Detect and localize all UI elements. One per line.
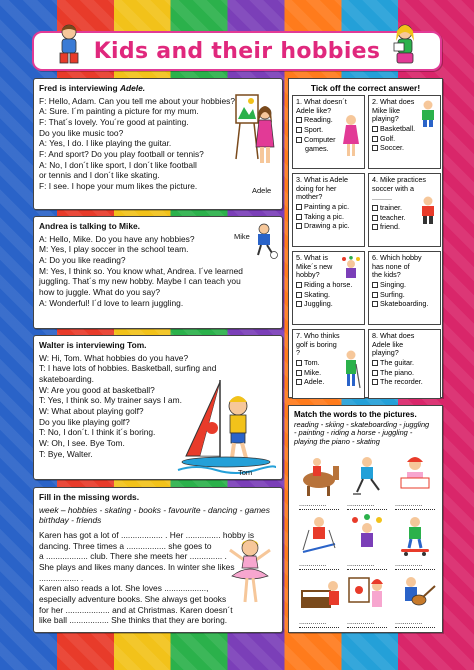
quiz-heading: Tick off the correct answer! <box>310 83 421 93</box>
picture-item <box>345 454 389 510</box>
checkbox-icon[interactable] <box>296 379 302 385</box>
question-text: Adele like <box>372 339 404 349</box>
dialogue-line: how to juggle. What do you say? <box>39 287 161 298</box>
checkbox-icon[interactable] <box>372 215 378 221</box>
answer-blank[interactable]: .............. <box>299 501 339 510</box>
girl-reading-icon <box>390 23 420 69</box>
answer-option[interactable]: Golf. <box>372 135 437 144</box>
question-text: ? <box>296 348 300 358</box>
surfing-boy-picture <box>176 376 276 474</box>
answer-option[interactable]: Computer <box>296 136 361 145</box>
checkbox-icon[interactable] <box>296 223 302 229</box>
question-text: 4. Mike practices <box>372 175 426 184</box>
dialogue-line: A: Hello, Mike. Do you have any hobbies? <box>39 233 195 244</box>
question-text: 6. Which hobby <box>372 253 422 262</box>
dialogue-line: or tennis and I don´t like skating. <box>39 170 160 181</box>
picture-label: Mike <box>234 232 250 241</box>
dialogue-line: T: Yes, I think so. My trainer says I am. <box>39 395 182 406</box>
answer-blank[interactable]: .............. <box>395 501 435 510</box>
answer-blank[interactable]: .............. <box>347 561 387 570</box>
quiz-question-8 <box>368 329 441 399</box>
question-text: 1. What doesn´t <box>296 97 347 106</box>
answer-option[interactable]: Skating. <box>296 291 361 300</box>
word-bank: birthday - friends <box>39 515 102 526</box>
checkbox-icon[interactable] <box>372 301 378 307</box>
question-text: doing for her <box>296 183 337 193</box>
checkbox-icon[interactable] <box>296 282 302 288</box>
dialogue-panel-andrea-mike <box>33 216 283 329</box>
question-text: Mike´s new <box>296 261 333 271</box>
answer-option[interactable]: Tom. <box>296 359 361 368</box>
reading-icon <box>393 454 437 498</box>
gap-text-line[interactable]: a .................. club. There she meets her .............. . <box>39 551 227 562</box>
checkbox-icon[interactable] <box>372 360 378 366</box>
word-list: reading - skiing - skateboarding - juggling <box>294 419 430 429</box>
dialogue-line: W: Hi, Tom. What hobbies do you have? <box>39 352 189 363</box>
question-text: the kids? <box>372 270 401 280</box>
checkbox-icon[interactable] <box>372 370 378 376</box>
picture-item <box>345 514 389 570</box>
word-list: - painting - riding a horse - juggling - <box>294 428 413 438</box>
gap-text-line[interactable]: ................. . <box>39 572 84 583</box>
dialogue-line: W: Oh, I see. Bye Tom. <box>39 438 125 449</box>
matching-panel <box>288 405 443 633</box>
golfer-icon <box>341 350 361 390</box>
answer-option[interactable]: Juggling. <box>296 300 361 309</box>
checkbox-icon[interactable] <box>372 379 378 385</box>
answer-option[interactable]: trainer. <box>372 204 437 213</box>
exercise-heading: Fill in the missing words. <box>39 492 140 502</box>
quiz-question-1 <box>292 95 365 169</box>
dialogue-line: W: Are you good at basketball? <box>39 384 155 395</box>
answer-option[interactable]: teacher. <box>372 214 437 223</box>
dialogue-line: F: And sport? Do you play football or tennis? <box>39 149 204 160</box>
dialogue-line: F: Hello, Adam. Can you tell me about your hobbies? <box>39 95 235 106</box>
skating-icon <box>345 454 389 498</box>
dialogue-heading: Walter is interviewing Tom. <box>39 340 147 350</box>
quiz-question-5 <box>292 251 365 325</box>
question-text: 8. What does <box>372 331 415 340</box>
dialogue-panel-walter-tom <box>33 335 283 480</box>
checkbox-icon[interactable] <box>296 127 302 133</box>
word-bank: week – hobbies - skating - books - favourite - dancing - games <box>39 504 270 515</box>
picture-row <box>297 514 437 570</box>
checkbox-icon[interactable] <box>372 292 378 298</box>
picture-item <box>345 572 389 628</box>
checkbox-icon[interactable] <box>372 126 378 132</box>
dialogue-line: M: Yes, I think so. You know what, Andrea. I´ve learned <box>39 265 243 276</box>
quiz-panel <box>288 78 443 398</box>
soccer-boy-picture <box>250 223 278 259</box>
gap-text-line[interactable]: for her ................... and at Christmas. Karen doesn´t <box>39 604 233 615</box>
dialogue-heading: Andrea is talking to Mike. <box>39 221 140 231</box>
horse-riding-icon <box>297 454 341 498</box>
quiz-question-6 <box>368 251 441 325</box>
piano-icon <box>297 572 341 616</box>
checkbox-icon[interactable] <box>296 292 302 298</box>
answer-option[interactable]: friend. <box>372 223 437 232</box>
gap-text-line[interactable]: like ball ................. She thinks that they are boring. <box>39 615 228 626</box>
dialogue-line: A: Yes, I do. I like playing the guitar. <box>39 138 172 149</box>
answer-option[interactable]: Painting a pic. <box>296 203 361 212</box>
checkbox-icon[interactable] <box>372 205 378 211</box>
question-text: hobby? <box>296 270 320 280</box>
picture-label: Tom <box>238 468 253 477</box>
dialogue-line: skateboarding. <box>39 374 94 385</box>
answer-option[interactable]: The piano. <box>372 369 437 378</box>
picture-item <box>393 454 437 510</box>
question-text: 3. What is Adele <box>296 175 348 184</box>
soccer-boy-icon <box>418 196 438 226</box>
dialogue-line: M: Yes, I play soccer in the school team. <box>39 244 189 255</box>
skateboarding-icon <box>393 514 437 558</box>
question-text: Adele like? <box>296 105 332 115</box>
dialogue-line: A: Wonderful! I´d love to learn juggling. <box>39 297 184 308</box>
picture-label: Adele <box>252 186 272 195</box>
quiz-question-7 <box>292 329 365 399</box>
picture-row <box>297 572 437 628</box>
question-text: has none of <box>372 261 410 271</box>
checkbox-icon[interactable] <box>296 117 302 123</box>
dialogue-heading: Fred is interviewing Adele. <box>39 83 146 93</box>
answer-option[interactable]: Soccer. <box>372 144 437 153</box>
guitar-icon <box>393 572 437 616</box>
gap-text-line: She plays and likes many dances. In winter she likes <box>39 562 235 573</box>
picture-item <box>393 514 437 570</box>
answer-blank[interactable]: .............. <box>347 501 387 510</box>
answer-option[interactable]: Surfing. <box>372 291 437 300</box>
dialogue-line: A: Sure. I´m painting a picture for my mum. <box>39 106 199 117</box>
answer-option[interactable]: Taking a pic. <box>296 213 361 222</box>
checkbox-icon[interactable] <box>372 136 378 142</box>
answer-option[interactable]: Mike. <box>296 369 361 378</box>
dialogue-line: juggling. That´s my new hobby. Maybe I can teach you <box>39 276 241 287</box>
gap-text-line[interactable]: Karen also reads a lot. She loves .................., <box>39 583 209 594</box>
answer-option[interactable]: Sport. <box>296 126 361 135</box>
question-text: 5. What is <box>296 253 328 262</box>
word-list: playing the piano - skating <box>294 437 380 447</box>
skiing-icon <box>297 514 341 558</box>
painting-icon <box>345 572 389 616</box>
dialogue-line: F: I see. I hope your mum likes the picture. <box>39 181 198 192</box>
gap-text-line[interactable]: dancing. Three times a ................. she goes to <box>39 540 212 551</box>
picture-item <box>297 514 341 570</box>
girl-icon <box>340 114 362 160</box>
answer-blank[interactable]: .............. <box>347 619 387 628</box>
answer-option-cont: games. <box>305 144 329 154</box>
answer-blank[interactable]: .......... <box>372 193 392 203</box>
gap-text-line: especially adventure books. She always get books <box>39 594 227 605</box>
quiz-question-3 <box>292 173 365 247</box>
dialogue-line: T: Bye, Walter. <box>39 448 93 459</box>
question-text: golf is boring <box>296 339 337 349</box>
answer-option[interactable]: Reading. <box>296 116 361 125</box>
answer-option[interactable]: The recorder. <box>372 378 437 387</box>
answer-blank[interactable]: .............. <box>395 619 435 628</box>
page-title: Kids and their hobbies <box>93 38 381 64</box>
checkbox-icon[interactable] <box>296 301 302 307</box>
painting-girl-picture <box>234 89 276 181</box>
quiz-question-4 <box>368 173 441 247</box>
juggling-icon <box>345 514 389 558</box>
ballerina-picture <box>226 536 274 606</box>
gap-text-line[interactable]: Karen has got a lot of .................. . Her ............... hobby is <box>39 530 255 541</box>
dialogue-line: Do you like music too? <box>39 127 124 138</box>
dialogue-panel-fred-adele <box>33 78 283 210</box>
answer-option[interactable]: Riding a horse. <box>296 281 361 290</box>
fill-in-panel <box>33 487 283 633</box>
checkbox-icon[interactable] <box>296 360 302 366</box>
question-text: 7. Who thinks <box>296 331 340 340</box>
checkbox-icon[interactable] <box>296 137 302 143</box>
answer-option[interactable]: Drawing a pic. <box>296 222 361 231</box>
title-banner <box>32 31 442 71</box>
matching-heading: Match the words to the pictures. <box>294 410 417 419</box>
dialogue-line: A: Do you like reading? <box>39 255 126 266</box>
picture-item <box>297 572 341 628</box>
dialogue-line: W: What about playing golf? <box>39 406 144 417</box>
answer-option[interactable]: The guitar. <box>372 359 437 368</box>
answer-option[interactable]: Basketball. <box>372 125 437 134</box>
checkbox-icon[interactable] <box>296 214 302 220</box>
dialogue-line: Do you like playing golf? <box>39 416 130 427</box>
dialogue-line: T: No, I don´t. I think it´s boring. <box>39 427 156 438</box>
quiz-question-2 <box>368 95 441 169</box>
picture-item <box>393 572 437 628</box>
question-text: Mike like <box>372 105 400 115</box>
checkbox-icon[interactable] <box>296 204 302 210</box>
kid-sitting-icon <box>54 23 84 69</box>
question-text: playing? <box>372 348 399 358</box>
answer-option[interactable]: Skateboarding. <box>372 300 437 309</box>
picture-item <box>297 454 341 510</box>
answer-option[interactable]: Singing. <box>372 281 437 290</box>
checkbox-icon[interactable] <box>372 145 378 151</box>
dialogue-line: A: No, I don´t like sport, I don´t like football <box>39 159 197 170</box>
checkbox-icon[interactable] <box>296 370 302 376</box>
juggler-icon <box>341 256 361 282</box>
question-text: soccer with a <box>372 183 414 193</box>
checkbox-icon[interactable] <box>372 282 378 288</box>
answer-blank[interactable]: .............. <box>299 619 339 628</box>
answer-blank[interactable]: .............. <box>395 561 435 570</box>
boy-icon <box>418 100 438 128</box>
answer-blank[interactable]: .............. <box>299 561 339 570</box>
picture-row <box>297 454 437 510</box>
question-text: 2. What does <box>372 97 415 106</box>
answer-option[interactable]: Adele. <box>296 378 361 387</box>
checkbox-icon[interactable] <box>372 224 378 230</box>
dialogue-line: T: I have lots of hobbies. Basketball, surfing and <box>39 363 217 374</box>
question-text: playing? <box>372 114 399 124</box>
dialogue-line: F: That´s lovely. You´re good at painting. <box>39 117 189 128</box>
question-text: mother? <box>296 192 323 202</box>
